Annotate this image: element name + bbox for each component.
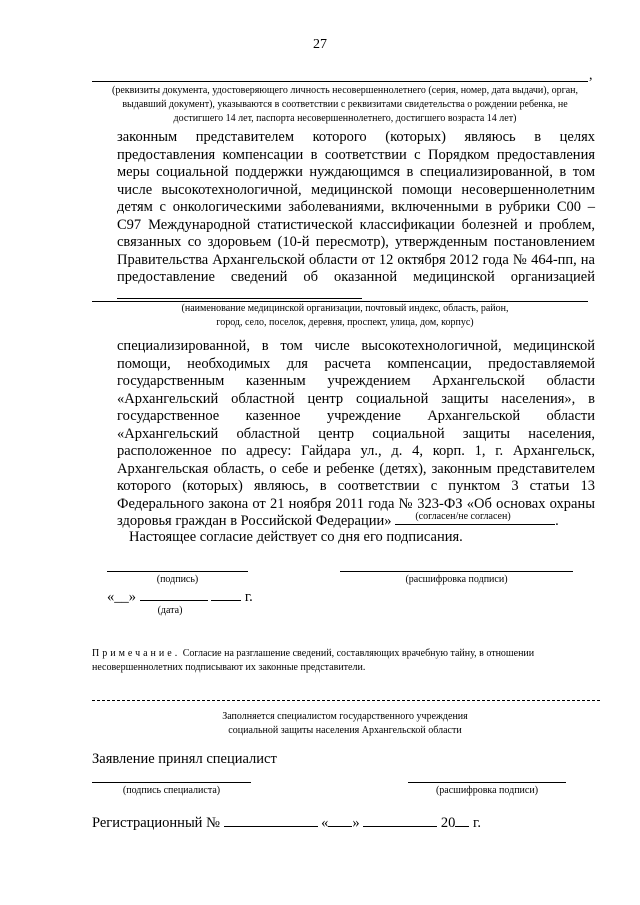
reg-year-prefix: 20 [440,815,456,831]
accepted-label: Заявление принял специалист [92,751,277,767]
date-caption: (дата) [157,605,183,616]
reg-day-line[interactable] [328,826,352,827]
note-label: Примечание. [92,648,181,659]
med-org-fill-line[interactable] [117,298,362,299]
consent-fill-line[interactable] [395,524,555,525]
specialist-decode-caption: (расшифровка подписи) [435,785,539,796]
reg-label: Регистрационный № [92,815,220,831]
registration-row [92,815,481,832]
signature-caption: (подпись) [156,574,199,585]
date-month-line[interactable] [140,600,208,601]
separator-dashed [92,700,600,701]
specialist-caption: Заполняется специалистом государственного учреждения социальной защиты населения Архангельской области [222,711,468,736]
consent-paragraph-2: специализированной, в том числе высокотехнологичной, медицинской помощи, необходимых для расчета компенсации, предоставляемой государственным казенным учреждением Архангельской области «Архангельский областной центр социальной защиты населения», в государственное казенное учреждение Архангельской области «Архангельский областной центр социальной защиты населения, расположенное по адресу: Гайдара ул., д. 4, корп. 1, г. Архангельск, Архангельская область, о себе и ребенке (детях), законным представителем которого (которых) являюсь, в соответствии с пунктом 3 статьи 13 Федерального закона от 21 ноября 2011 года № 323-ФЗ «Об основах охраны здоровья граждан в Российской Федерации» . [117,338,595,529]
reg-month-line[interactable] [363,826,437,827]
doc-requisites-caption: (реквизиты документа, удостоверяющего личность несовершеннолетнего (серия, номер, дата выдачи), орган, выдавший документ), указываются в соответствии с реквизитами свидетельства о рождении ребенка, не достигшего 14 лет, паспорта несовершеннолетнего, достигшего возраста 14 лет) [111,85,578,124]
consent-caption: (согласен/не согласен) [415,511,511,522]
reg-year-suffix: г. [469,815,481,831]
page-number: 27 [313,37,327,52]
paragraph-1-text: законным представителем которого (которых) являюсь в целях предоставления компенсации в соответствии с Порядком предоставления меры социальной поддержки нуждающимся в специализированной, в том числе высокотехнологичной, медицинской помощи несовершеннолетним детям с онкологическими заболеваниями, включенными в рубрики С00 – С97 Международной статистической классификации болезней и проблем, связанных со здоровьем (10-й пересмотр), утвержденным постановлением Правительства Архангельской области от 12 октября 2012 года № 464-пп, на предоставление сведений об оказанной медицинской организацией [117,129,595,285]
date-prefix: «__» [107,589,140,605]
date-suffix: г. [241,589,253,605]
specialist-signature-caption: (подпись специалиста) [122,785,221,796]
doc-requisites-line [92,81,588,82]
reg-date-open: « [321,815,329,831]
signature-decode-line[interactable] [340,571,573,572]
consent-paragraph-1 [117,129,595,304]
reg-number-line[interactable] [224,826,318,827]
date-year-line[interactable] [211,600,241,601]
signature-decode-caption: (расшифровка подписи) [405,574,508,585]
signature-line[interactable] [107,571,248,572]
note [92,647,600,675]
note-text: Согласие на разглашение сведений, составляющих врачебную тайну, в отношении несовершеннолетних подписывают их законные представители. [92,648,535,673]
specialist-signature-line[interactable] [92,782,251,783]
paragraph-2-text: специализированной, в том числе высокотехнологичной, медицинской помощи, необходимых для расчета компенсации, предоставляемой государственным казенным учреждением Архангельской области «Архангельский областной центр социальной защиты населения», в государственное казенное учреждение Архангельской области «Архангельский областной центр социальной защиты населения, расположенное по адресу: Гайдара ул., д. 4, корп. 1, г. Архангельск, Архангельская область, о себе и ребенке (детях), законным представителем которого (которых) являюсь, в соответствии с пунктом 3 статьи 13 Федерального закона от 21 ноября 2011 года № 323-ФЗ «Об основах охраны здоровья граждан в Российской Федерации» [117,338,595,529]
reg-date-close: » [352,815,360,831]
med-org-caption: (наименование медицинской организации, почтовый индекс, область, район, город, село, поселок, деревня, проспект, улица, дом, корпус) [181,303,509,328]
comma: , [589,68,593,83]
specialist-decode-line[interactable] [408,782,566,783]
reg-year-line[interactable] [455,826,469,827]
validity-text: Настоящее согласие действует со дня его подписания. [129,529,463,545]
